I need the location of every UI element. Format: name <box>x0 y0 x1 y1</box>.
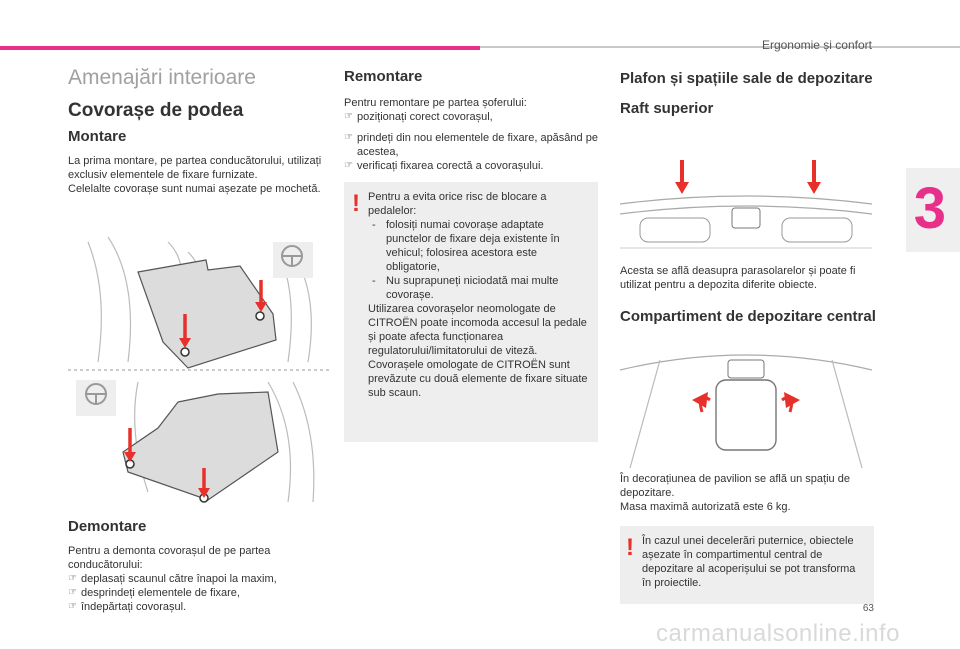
heading-raft-superior: Raft superior <box>620 100 714 117</box>
compartiment-text: În decorațiunea de pavilion se află un spațiu de depozitare. Masa maximă autorizată este 6 kg. <box>620 473 850 513</box>
remontare-block <box>344 96 598 173</box>
projectile-warning-text: În cazul unei decelerări puternice, obiectele așezate în compartimentul central de depozitare al acoperișului se pot transforma în proiectile. <box>642 535 856 589</box>
heading-plafon: Plafon și spațiile sale de depozitare <box>620 70 873 87</box>
warning-tail: Utilizarea covorașelor neomologate de CITROËN poate incomoda accesul la pedale și poate afecta funcționarea regulatorului/limitatorului de viteză. Covorașele omologate de CITROËN sunt prevăzute cu două elemente de fixare situate sub scaun. <box>368 303 588 399</box>
heading-compartiment: Compartiment de depozitare central <box>620 308 876 325</box>
demontare-step: ☞ desprindeți elementele de fixare, <box>68 586 330 600</box>
pedal-warning-box <box>344 182 598 442</box>
remontare-step: ☞ prindeți din nou elementele de fixare, apăsând pe acestea, <box>344 131 598 159</box>
page-title: Amenajări interioare <box>68 66 256 89</box>
demontare-block <box>68 544 330 614</box>
demontare-step: ☞ îndepărtați covorașul. <box>68 600 330 614</box>
watermark: carmanualsonline.info <box>656 620 900 647</box>
header-accent-bar <box>0 46 480 50</box>
demontare-intro: Pentru a demonta covorașul de pe partea conducătorului: <box>68 545 271 571</box>
remontare-step: ☞ verificați fixarea corectă a covorașului. <box>344 159 598 173</box>
heading-montare: Montare <box>68 128 127 145</box>
warning-item: - folosiți numai covorașe adaptate punctelor de fixare deja existente în vehicul; folosirea acestora este obligatorie, <box>368 218 592 274</box>
central-compartment-illustration <box>620 340 872 468</box>
warning-lead: Pentru a evita orice risc de blocare a pedalelor: <box>368 191 547 217</box>
heading-demontare: Demontare <box>68 518 147 535</box>
upper-shelf-illustration <box>620 148 872 260</box>
raft-text: Acesta se află deasupra parasolarelor și poate fi utilizat pentru a depozita diferite obiecte. <box>620 265 856 291</box>
demontare-step: ☞ deplasați scaunul către înapoi la maxim, <box>68 572 330 586</box>
montare-text: La prima montare, pe partea conducătorului, utilizați exclusiv elementele de fixare furnizate. Celelalte covorașe sunt numai așezate pe mochetă. <box>68 155 322 195</box>
floor-mat-illustration <box>68 232 330 516</box>
header-divider <box>480 46 960 48</box>
page-number: 63 <box>862 603 874 614</box>
warning-icon: ! <box>352 190 360 217</box>
section-title: Ergonomie și confort <box>761 38 872 52</box>
section-heading-covorase: Covorașe de podea <box>68 100 244 121</box>
projectile-warning-box <box>620 526 874 604</box>
pedal-warning-text <box>368 190 592 400</box>
warning-item: - Nu suprapuneți niciodată mai multe covorașe. <box>368 274 592 302</box>
chapter-number: 3 <box>913 176 946 241</box>
heading-remontare: Remontare <box>344 68 423 85</box>
remontare-step: ☞ poziționați corect covorașul, <box>344 110 598 124</box>
remontare-intro: Pentru remontare pe partea șoferului: <box>344 97 527 109</box>
warning-icon: ! <box>626 534 634 561</box>
